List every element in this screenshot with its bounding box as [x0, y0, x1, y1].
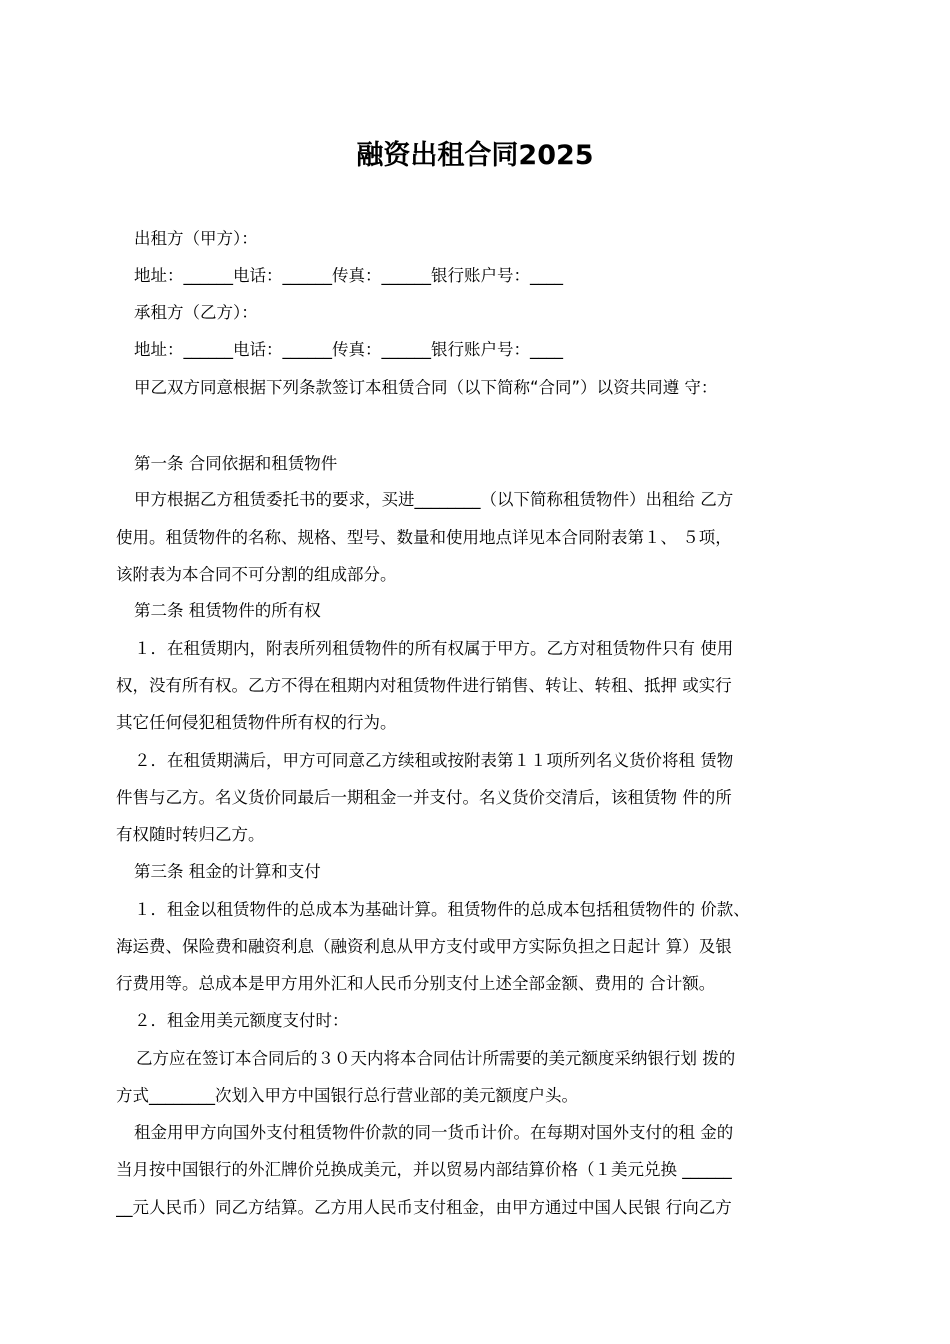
text-line: 出租方（甲方）：: [134, 229, 258, 248]
text-line: 第一条 合同依据和租赁物件: [134, 454, 338, 473]
document-title: 融资出租合同2025: [356, 140, 594, 171]
text-line: 该附表为本合同不可分割的组成部分。: [116, 565, 397, 584]
text-line: 第二条 租赁物件的所有权: [134, 601, 321, 620]
text-line: ２．在租赁期满后，甲方可同意乙方续租或按附表第１１项所列名义货价将租 赁物: [134, 751, 734, 770]
text-line: 第三条 租金的计算和支付: [134, 862, 321, 881]
text-line: 其它任何侵犯租赁物件所有权的行为。: [116, 713, 397, 732]
text-line: 使用。租赁物件的名称、规格、型号、数量和使用地点详见本合同附表第１、 ５项，: [116, 528, 732, 547]
text-line: １．在租赁期内，附表所列租赁物件的所有权属于甲方。乙方对租赁物件只有 使用: [134, 639, 734, 658]
text-line: 权，没有所有权。乙方不得在租期内对租赁物件进行销售、转让、转租、抵押 或实行: [116, 676, 732, 695]
text-line: 甲乙双方同意根据下列条款签订本租赁合同（以下简称“合同”）以资共同遵 守：: [134, 378, 718, 397]
text-line: 甲方根据乙方租赁委托书的要求，买进________（以下简称租赁物件）出租给 乙方: [134, 490, 734, 509]
text-line: 地址：______电话：______传真：______银行账户号：____: [134, 266, 563, 285]
text-line: 行费用等。总成本是甲方用外汇和人民币分别支付上述全部金额、费用的 合计额。: [116, 974, 716, 993]
text-line: 租金用甲方向国外支付租赁物件价款的同一货币计价。在每期对国外支付的租 金的: [134, 1123, 734, 1142]
text-line: ２．租金用美元额度支付时：: [134, 1011, 349, 1030]
text-line: 有权随时转归乙方。: [116, 825, 265, 844]
text-line: 件售与乙方。名义货价同最后一期租金一并支付。名义货价交清后，该租赁物 件的所: [116, 788, 732, 807]
text-line: 方式________次划入甲方中国银行总行营业部的美元额度户头。: [116, 1086, 578, 1105]
text-line: 承租方（乙方）：: [134, 303, 258, 322]
text-line: 乙方应在签订本合同后的３０天内将本合同估计所需要的美元额度采纳银行划 拨的: [136, 1049, 736, 1068]
text-line: １．租金以租赁物件的总成本为基础计算。租赁物件的总成本包括租赁物件的 价款、: [134, 900, 750, 919]
text-line: 当月按中国银行的外汇牌价兑换成美元，并以贸易内部结算价格（１美元兑换 ______: [116, 1160, 732, 1179]
text-line: 地址：______电话：______传真：______银行账户号：____: [134, 340, 563, 359]
text-line: __元人民币）同乙方结算。乙方用人民币支付租金，由甲方通过中国人民银 行向乙方: [116, 1198, 732, 1217]
text-line: 海运费、保险费和融资利息（融资利息从甲方支付或甲方实际负担之日起计 算）及银: [116, 937, 732, 956]
